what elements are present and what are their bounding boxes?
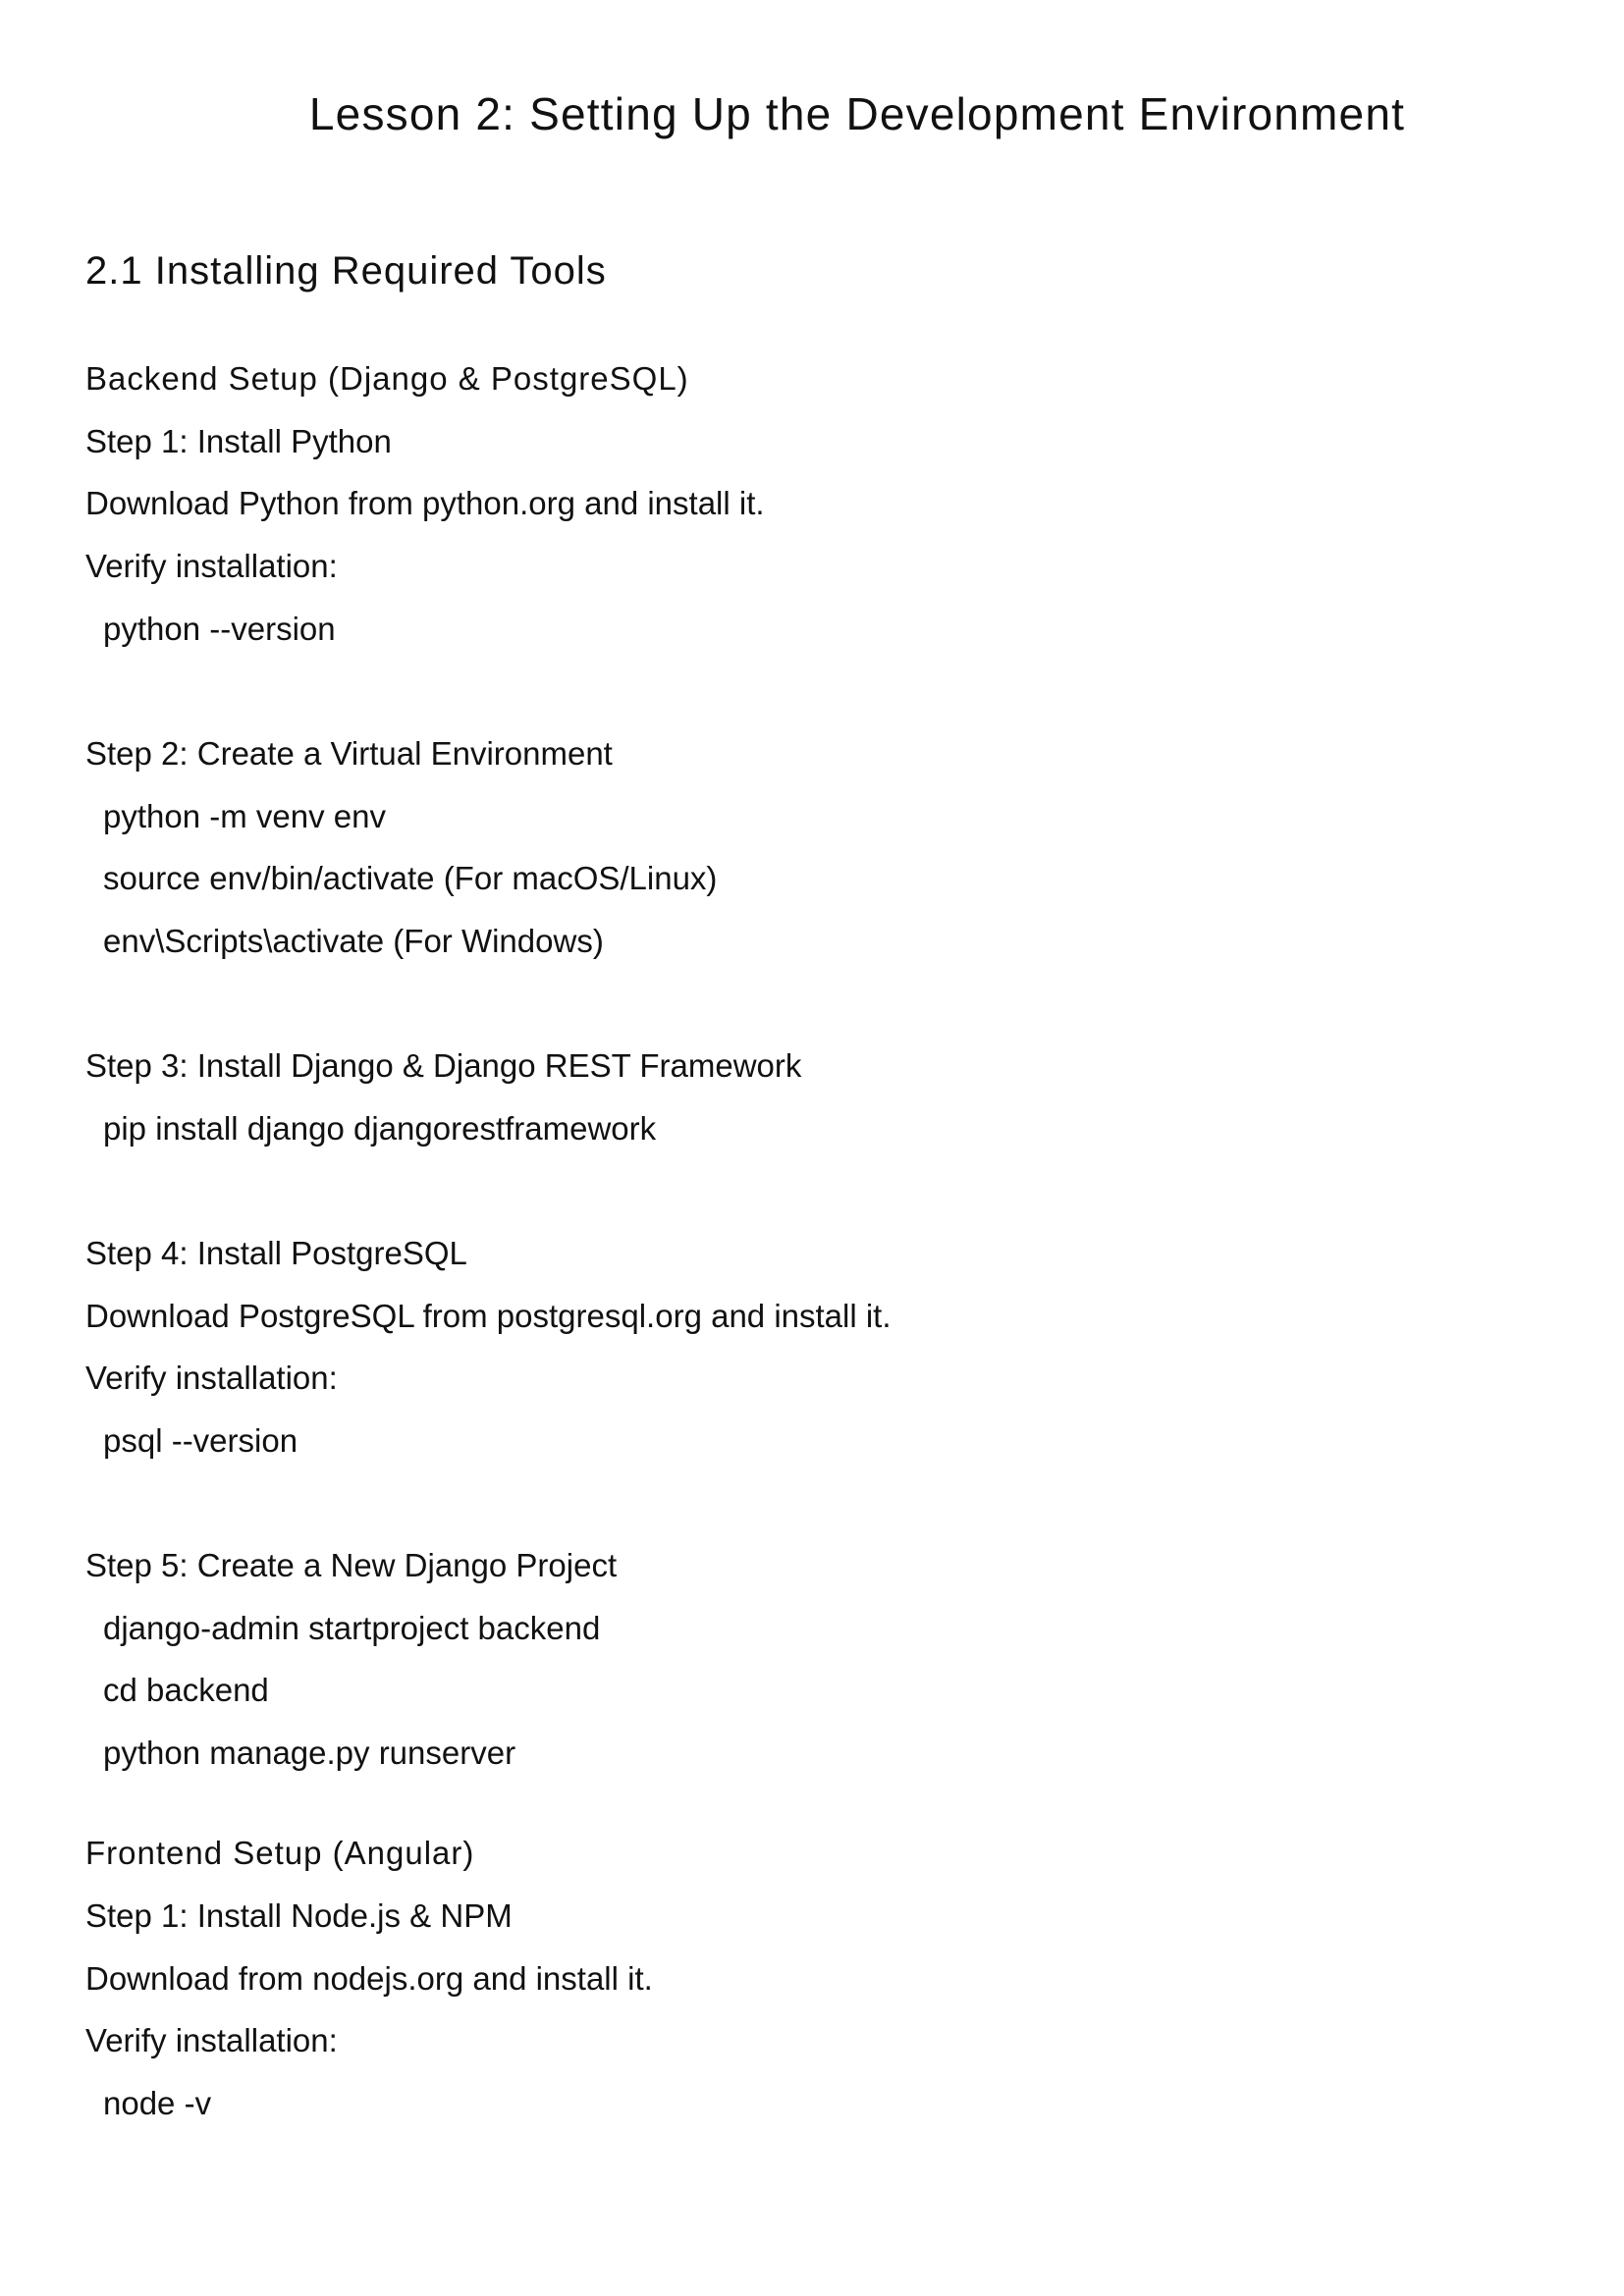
backend-step5-command-3: python manage.py runserver	[103, 1735, 516, 1771]
page-title: Lesson 2: Setting Up the Development Environment	[308, 88, 1406, 139]
backend-step5-command-1: django-admin startproject backend	[103, 1610, 601, 1646]
backend-step1-title: Step 1: Install Python	[85, 423, 392, 459]
backend-step2-title: Step 2: Create a Virtual Environment	[85, 735, 613, 772]
frontend-step1-description: Download from nodejs.org and install it.	[85, 1960, 653, 1997]
frontend-step1-title: Step 1: Install Node.js & NPM	[85, 1897, 513, 1934]
frontend-step1-command: node -v	[103, 2085, 212, 2121]
section-heading: 2.1 Installing Required Tools	[85, 249, 607, 293]
backend-step4-verify: Verify installation:	[85, 1360, 338, 1396]
frontend-step1-verify: Verify installation:	[85, 2022, 338, 2058]
backend-heading: Backend Setup (Django & PostgreSQL)	[85, 360, 689, 397]
backend-step5-command-2: cd backend	[103, 1672, 269, 1708]
backend-step4-title: Step 4: Install PostgreSQL	[85, 1235, 467, 1271]
backend-step1-description: Download Python from python.org and install it.	[85, 485, 765, 521]
backend-step4-description: Download PostgreSQL from postgresql.org and install it.	[85, 1298, 892, 1334]
backend-step3-title: Step 3: Install Django & Django REST Framework	[85, 1047, 802, 1084]
backend-step4-command: psql --version	[103, 1422, 298, 1459]
backend-step2-command-2: source env/bin/activate (For macOS/Linux)	[103, 860, 718, 896]
backend-step1-verify: Verify installation:	[85, 548, 338, 584]
backend-step1-command: python --version	[103, 611, 336, 647]
backend-step5-title: Step 5: Create a New Django Project	[85, 1547, 618, 1583]
backend-step2-command-3: env\Scripts\activate (For Windows)	[103, 923, 604, 959]
frontend-heading: Frontend Setup (Angular)	[85, 1835, 475, 1871]
backend-step3-command: pip install django djangorestframework	[103, 1110, 657, 1147]
backend-step2-command-1: python -m venv env	[103, 798, 386, 834]
